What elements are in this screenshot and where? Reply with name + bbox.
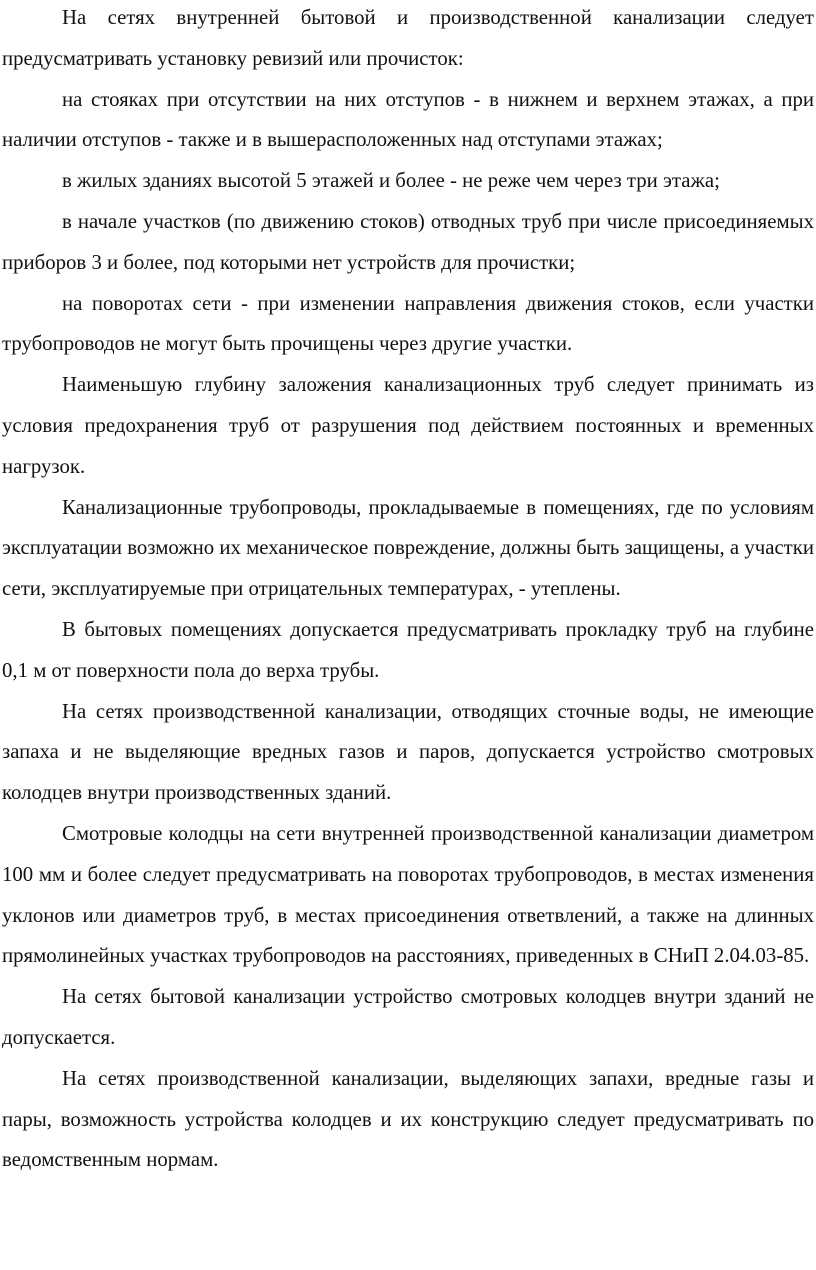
paragraph-industrial-manholes: На сетях производственной канализации, отводящих сточные воды, не имеющие запаха и не выделяющие вредных газов и паров, допускается устройство смотровых колодцев внутри производственных зданий. [2, 699, 814, 805]
paragraph-network-turns: на поворотах сети - при изменении направления движения стоков, если участки трубопроводов не могут быть прочищены через другие участки. [2, 291, 814, 356]
paragraph-domestic-rooms: В бытовых помещениях допускается предусматривать прокладку труб на глубине 0,1 м от поверхности пола до верха трубы. [2, 617, 814, 682]
paragraph-residential-buildings: в жилых зданиях высотой 5 этажей и более - не реже чем через три этажа; [62, 169, 720, 193]
paragraph-revision-requirements: На сетях внутренней бытовой и производственной канализации следует предусматривать установку ревизий или прочисток: [2, 6, 814, 70]
paragraph-minimum-depth: Наименьшую глубину заложения канализационных труб следует принимать из условия предохранения труб от разрушения под действием постоянных и временных нагрузок. [2, 373, 814, 478]
paragraph-branch-pipes: в начале участков (по движению стоков) отводных труб при числе присоединяемых приборов 3 и более, под которыми нет устройств для прочистки; [2, 209, 814, 274]
paragraph-domestic-manholes: На сетях бытовой канализации устройство смотровых колодцев внутри зданий не допускается. [2, 985, 814, 1049]
paragraph-risers: на стояках при отсутствии на них отступов - в нижнем и верхнем этажах, а при наличии отступов - также и в вышерасположенных над отступами этажах; [2, 87, 814, 152]
paragraph-departmental-norms: На сетях производственной канализации, выделяющих запахи, вредные газы и пары, возможность устройства колодцев и их конструкцию следует предусматривать по ведомственным нормам. [2, 1066, 814, 1172]
paragraph-manhole-placement: Смотровые колодцы на сети внутренней производственной канализации диаметром 100 мм и более следует предусматривать на поворотах трубопроводов, в местах изменения уклонов или диаметров труб, в местах присоединения ответвлений, а также на длинных прямолинейных участках трубопроводов на расстояниях, приведенных в СНиП 2.04.03-85. [2, 821, 814, 968]
paragraph-pipe-protection: Канализационные трубопроводы, прокладываемые в помещениях, где по условиям эксплуатации возможно их механическое повреждение, должны быть защищены, а участки сети, эксплуатируемые при отрицательных температурах, - утеплены. [2, 495, 814, 601]
